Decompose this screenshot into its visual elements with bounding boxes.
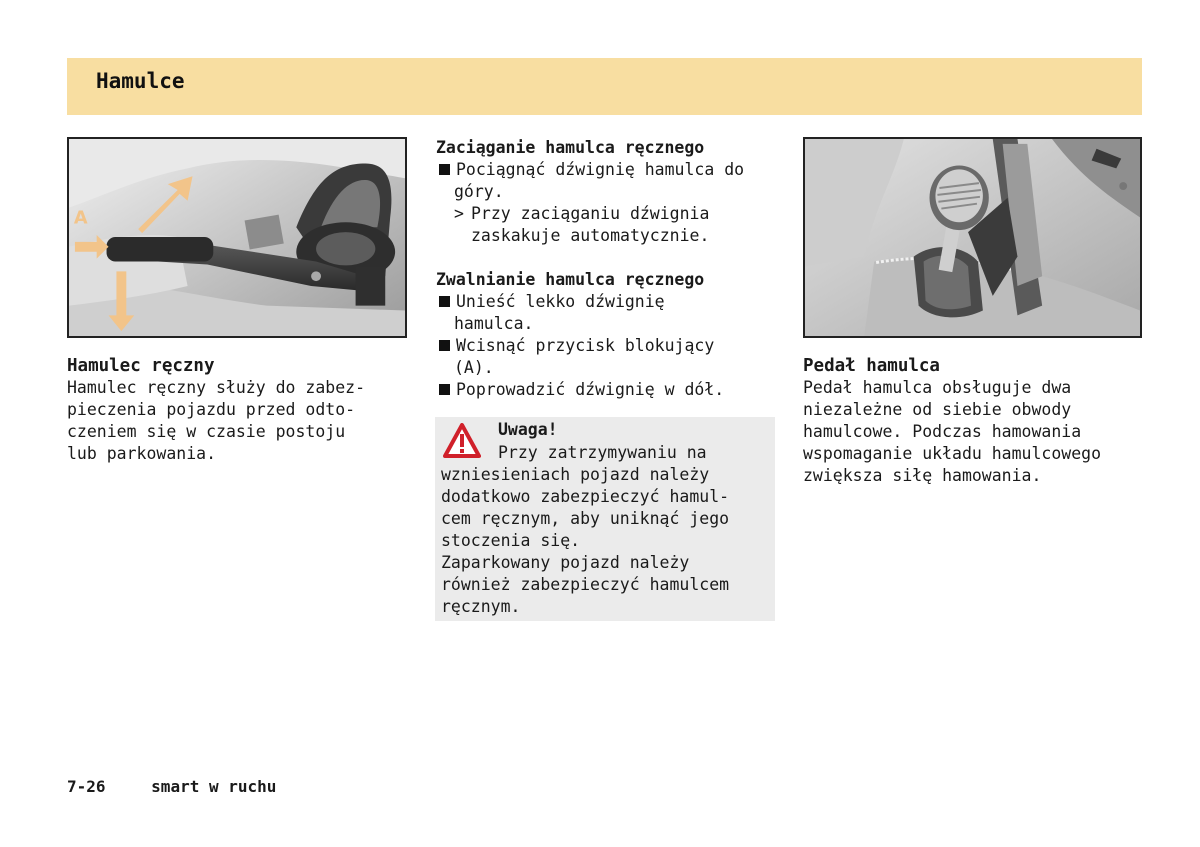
- handbrake-section: [67, 355, 407, 465]
- warning-line: ręcznym.: [441, 597, 521, 616]
- warning-title: Uwaga!: [498, 420, 558, 439]
- warning-line: cem ręcznym, aby uniknąć jego: [441, 509, 730, 528]
- brake-pedal-illustration: [805, 139, 1140, 336]
- brake-pedal-line: Pedał hamulca obsługuje dwa: [803, 378, 1072, 397]
- warning-line: Zaparkowany pojazd należy: [441, 553, 690, 572]
- brake-pedal-line: niezależne od siebie obwody: [803, 400, 1072, 419]
- release-heading: Zwalnianie hamulca ręcznego: [436, 270, 705, 289]
- handbrake-line: pieczenia pojazdu przed odto-: [67, 400, 356, 419]
- warning-line: wzniesieniach pojazd należy: [441, 465, 710, 484]
- handbrake-line: lub parkowania.: [67, 444, 217, 463]
- brake-pedal-heading: Pedał hamulca: [803, 356, 940, 376]
- warning-text: [441, 442, 771, 618]
- handbrake-photo: [67, 137, 407, 338]
- footer-section: smart w ruchu: [151, 777, 277, 796]
- bullet-square-icon: [439, 340, 450, 351]
- bullet-square-icon: [439, 384, 450, 395]
- release-step-2: Wcisnąć przycisk blokujący: [436, 335, 776, 357]
- brake-pedal-photo: [803, 137, 1142, 338]
- release-step-2-cont: (A).: [454, 358, 494, 377]
- handbrake-heading: Hamulec ręczny: [67, 356, 215, 376]
- brake-pedal-line: zwiększa siłę hamowania.: [803, 466, 1042, 485]
- brake-pedal-line: hamulcowe. Podczas hamowania: [803, 422, 1082, 441]
- release-step-3: Poprowadzić dźwignię w dół.: [436, 379, 776, 401]
- brake-pedal-line: wspomaganie układu hamulcowego: [803, 444, 1102, 463]
- brake-pedal-section: [803, 355, 1143, 487]
- page-footer: [67, 777, 276, 796]
- handbrake-line: czeniem się w czasie postoju: [67, 422, 346, 441]
- handbrake-line: Hamulec ręczny służy do zabez-: [67, 378, 366, 397]
- warning-box: [435, 417, 775, 621]
- release-step-1-cont: hamulca.: [454, 314, 534, 333]
- apply-heading: Zaciąganie hamulca ręcznego: [436, 138, 705, 157]
- page-title: Hamulce: [96, 69, 185, 93]
- apply-result-cont: zaskakuje automatycznie.: [471, 226, 710, 245]
- result-arrow-icon: >: [454, 204, 464, 223]
- warning-line: również zabezpieczyć hamulcem: [441, 575, 730, 594]
- release-step-1: Unieść lekko dźwignię: [436, 291, 776, 313]
- apply-result: > Przy zaciąganiu dźwignia: [454, 204, 710, 223]
- page-number: 7-26: [67, 777, 106, 796]
- apply-step-1: Pociągnąć dźwignię hamulca do: [436, 159, 776, 181]
- bullet-square-icon: [439, 164, 450, 175]
- handbrake-illustration: [69, 139, 405, 336]
- warning-line: dodatkowo zabezpieczyć hamul-: [441, 487, 730, 506]
- label-a: A: [73, 208, 88, 229]
- warning-line: Przy zatrzymywaniu na: [498, 443, 707, 462]
- section-header-bar: [67, 58, 1142, 115]
- warning-line: stoczenia się.: [441, 531, 581, 550]
- apply-step-1-cont: góry.: [454, 182, 504, 201]
- handbrake-instructions: [436, 137, 776, 401]
- bullet-square-icon: [439, 296, 450, 307]
